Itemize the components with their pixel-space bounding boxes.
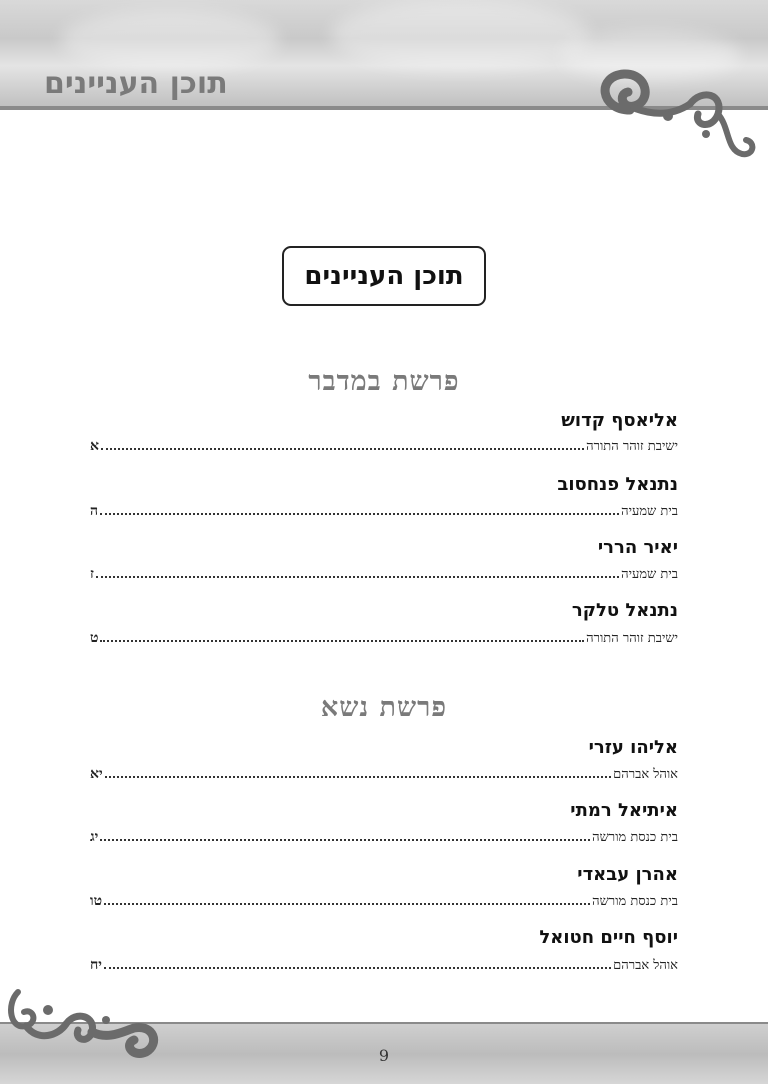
entry-name: אהרן עבאדי [577,864,678,885]
toc-entry-line [90,566,678,584]
toc-entry-line [90,829,678,847]
toc-title: תוכן העניינים [282,246,486,306]
dot-leader [100,831,590,841]
entry-page: יח [90,957,102,973]
dot-leader [101,440,584,450]
dot-leader [96,568,619,578]
entry-name: אליאסף קדוש [561,410,678,431]
entry-page: ז [90,566,94,582]
entry-page: ה [90,503,99,519]
dot-leader [100,505,619,515]
toc-entry-line [90,503,678,521]
entry-name: יוסף חיים חטואל [539,927,678,948]
scroll-ornament-icon [590,68,760,160]
entry-name: איתיאל רמתי [570,800,678,821]
header-title: תוכן העניינים [44,66,228,101]
entry-place: אוהל אברהם [613,767,678,782]
toc-entry-line [90,957,678,975]
dot-leader [100,632,584,642]
entry-place: אוהל אברהם [613,958,678,973]
toc-entry-line [90,438,678,456]
entry-page: יג [90,829,99,845]
section-heading-naso: פרשת נשא [320,692,448,723]
entry-page: יא [90,766,103,782]
entry-place: בית שמעיה [621,567,678,582]
entry-place: בית שמעיה [621,504,678,519]
entry-place: ישיבת זוהר התורה [586,439,678,454]
dot-leader [104,895,590,905]
dot-leader [104,959,611,969]
toc-entry-line [90,893,678,911]
entry-name: יאיר הררי [597,537,678,558]
entry-page: ט [90,630,99,646]
entry-name: נתנאל טלקר [571,600,678,621]
toc-entry-line [90,630,678,648]
entry-place: בית כנסת מורשה [592,830,678,845]
toc-entry-line [90,766,678,784]
dot-leader [105,768,611,778]
entry-name: נתנאל פנחסוב [557,474,678,495]
entry-place: ישיבת זוהר התורה [586,631,678,646]
entry-place: בית כנסת מורשה [592,894,678,909]
entry-page: טו [90,893,103,909]
entry-name: אליהו עזרי [588,737,678,758]
section-heading-bamidbar: פרשת במדבר [308,366,460,397]
entry-page: א [90,438,99,454]
page-number: 9 [378,1046,390,1065]
